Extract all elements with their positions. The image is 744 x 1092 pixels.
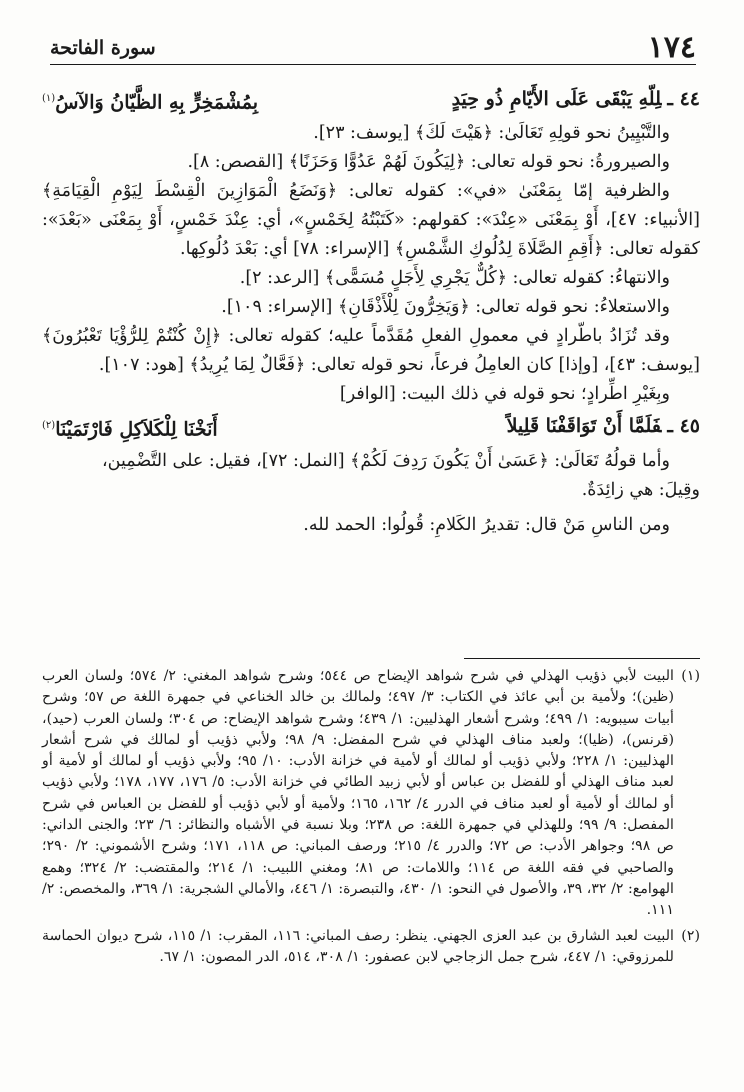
footnote-rule bbox=[464, 658, 700, 659]
verse-44 bbox=[42, 82, 700, 119]
paragraph-ziyada: وقد تُزَادُ باطّرادٍ في معمولِ الفعلِ مُقَدَّماً عليه؛ كقوله تعالى: ﴿إِنْ كُنْتُمْ لِلرُّؤْيَا تَعْبُرُونَ﴾ [يوسف: ٤٣]، [وإذا] كان العامِلُ فرعاً، نحو قوله تعالى: ﴿فَعَّالٌ لِمَا يُرِيدُ﴾ [هود: ١٠٧]. bbox=[42, 326, 700, 376]
paragraph-ghayr-ittirad: وبِغَيْرِ اطِّرادٍ؛ نحو قوله في ذلك البيت: [الوافر] bbox=[339, 384, 670, 405]
footnote-1-text: البيت لأبي ذؤيب الهذلي في شرح شواهد الإيضاح ص ٥٤٤؛ وشرح شواهد المغني: ٢/ ٥٧٤؛ ولسان العرب (ظين)؛ ولأمية بن أبي عائذ في الكتاب: ٣/ ٤٩٧؛ ولمالك بن خالد الخناعي في جمهرة اللغة ص ٥٧؛ وشرح أبيات سيبويه: ١/ ٤٩٩؛ وشرح أشعار الهذليين: ١/ ٤٣٩؛ وشرح شواهد الإيضاح: ص ٣٠٤؛ ولسان العرب (حيد)، (قرنس)، (ظيا)؛ ولعبد مناف الهذلي في شرح المفضل: ٩/ ٩٨؛ ولأبي ذؤيب أو لمالك في شرح أشعار الهذليين: ١/ ٢٢٨؛ ولأبي ذؤيب أو لمالك أو لأمية في خزانة الأدب: ١٠/ ٩٥؛ ولأبي ذؤيب أو لمالك أو لأمية أو لعبد مناف الهذلي أو للفضل بن عباس أو لأبي زبيد الطائي في خزانة الأدب: ٥/ ١٧٦، ١٧٧، ١٧٨؛ ولأبي ذؤيب أو لمالك أو لأمية أو لعبد مناف في الدرر ٤/ ١٦٢، ١٦٥؛ ولأمية أو لأبي ذؤيب أو للفضل بن العباس في شرح المفصل: ٩/ ٩٩؛ وللهذلي في جمهرة اللغة: ص ٢٣٨؛ وبلا نسبة في الأشباه والنظائر: ٦/ ٢٣؛ والجنى الداني: ص ٩٨؛ وجواهر الأدب: ص ٧٢؛ والدرر ٤/ ٢١٥؛ ورصف المباني: ص ١١٨، ١٧١؛ وشرح الأشموني: ٢/ ٢٩٠؛ والصاحبي في فقه اللغة ص ١١٤؛ واللامات: ص ٨١؛ ومغني اللبيب: ١/ ٢١٤؛ والمقتضب: ٢/ ٣٢٤؛ وهمع الهوامع: ٢/ ٣٢، ٣٩، والأصول في النحو: ١/ ٤٣٠، والتبصرة: ١/ ٤٤٦، والأمالي الشجرية: ١/ ٣٦٩، والمخصص: ٢/ ١١١. bbox=[42, 668, 675, 919]
verse-44-right-hemistich: لِلّهِ يَبْقَى عَلَى الأَيّامِ ذُو حِيَدٍ bbox=[451, 88, 662, 110]
verse-44-right bbox=[452, 82, 700, 119]
footnotes bbox=[42, 666, 700, 972]
main-text bbox=[42, 82, 700, 540]
verse-45-left bbox=[42, 409, 218, 446]
page-number: ١٧٤ bbox=[647, 30, 696, 65]
verse-44-number: ٤٤ ـ bbox=[667, 88, 700, 110]
page-header bbox=[50, 30, 696, 70]
verse-44-left bbox=[42, 82, 258, 119]
paragraph-sayrura: والصيرورةُ: نحو قوله تعالى: ﴿لِيَكُونَ لَهُمْ عَدُوًّا وَحَزَنًا﴾ [القصص: ٨]. bbox=[187, 152, 670, 173]
verse-45-left-hemistich: أَنَخْنَا لِلْكَلاَكِلِ فَارْتَمَيْنَا bbox=[55, 418, 218, 441]
footnote-1-label: (١) bbox=[681, 668, 700, 684]
paragraph-taqdir: ومن الناسِ مَنْ قال: تقديرُ الكَلامِ: قُولُوا: الحمد لله. bbox=[303, 514, 670, 535]
paragraph-zaida: وقِيلَ: هي زائِدَةٌ. bbox=[581, 479, 700, 500]
paragraph-zarfiyya: والظرفية إمّا بِمَعْنَىٰ «في»: كقوله تعالى: ﴿وَنَضَعُ الْمَوَازِينَ الْقِسْطَ لِيَوْمِ الْقِيَامَةِ﴾ [الأنبياء: ٤٧]، أَوْ بِمَعْنَى «عِنْدَ»: كقولهم: «كَتَبْتُهُ لِخَمْسٍ»، أي: عِنْدَ خَمْسٍ، أَوْ بِمَعْنَى «بَعْدَ»: كقوله تعالى: ﴿أَقِمِ الصَّلَاةَ لِدُلُوكِ الشَّمْسِ﴾ [الإسراء: ٧٨] أي: بَعْدَ دُلُوكِها. bbox=[42, 181, 700, 260]
verse-45-right-hemistich: فَلَمَّا أَنْ تَوَاقَفْنَا قَلِيلاً bbox=[506, 415, 662, 438]
footnote-2-label: (٢) bbox=[681, 927, 700, 944]
footnote-2 bbox=[42, 926, 700, 969]
header-rule bbox=[50, 64, 696, 65]
paragraph-tadmeen: وأما قولُهُ تَعَالَىٰ: ﴿عَسَىٰ أَنْ يَكُونَ رَدِفَ لَكُمْ﴾ [النمل: ٧٢]، فقيل: على التَّضْمِين، bbox=[101, 450, 670, 471]
footnote-2-text: البيت لعبد الشارق بن عبد العزى الجهني. ينظر: رصف المباني: ١١٦، المقرب: ١/ ١١٥، شرح ديوان الحماسة للمرزوقي: ١/ ٤٤٧، شرح جمل الزجاجي لابن عصفور: ١/ ٣٠٨، ٥١٤، الدر المصون: ١/ ٦٧. bbox=[42, 927, 674, 965]
surah-title: سورة الفاتحة bbox=[50, 37, 156, 59]
verse-45-right bbox=[507, 409, 700, 446]
footnote-ref-2[interactable]: (٢) bbox=[42, 420, 56, 432]
paragraph-istila: والاستعلاءُ: نحو قوله تعالى: ﴿وَيَخِرُّونَ لِلْأَذْقَانِ﴾ [الإسراء: ١٠٩]. bbox=[221, 297, 670, 318]
footnote-ref-1[interactable]: (١) bbox=[42, 93, 56, 104]
paragraph-intiha: والانتهاءُ: كقوله تعالى: ﴿كُلٌّ يَجْرِي لِأَجَلٍ مُسَمًّى﴾ [الرعد: ٢]. bbox=[239, 268, 670, 289]
footnote-1 bbox=[42, 666, 700, 922]
paragraph-tabyeen: والتَّبْيِينُ نحو قولِهِ تَعَالَىٰ: ﴿هَيْتَ لَكَ﴾ [يوسف: ٢٣]. bbox=[313, 123, 670, 144]
verse-45 bbox=[42, 409, 700, 446]
verse-45-number: ٤٥ ـ bbox=[667, 415, 700, 438]
verse-44-left-hemistich: بِمُشْمَخِرٍّ بِهِ الظَّيّانُ وَالآسُ bbox=[55, 91, 259, 114]
